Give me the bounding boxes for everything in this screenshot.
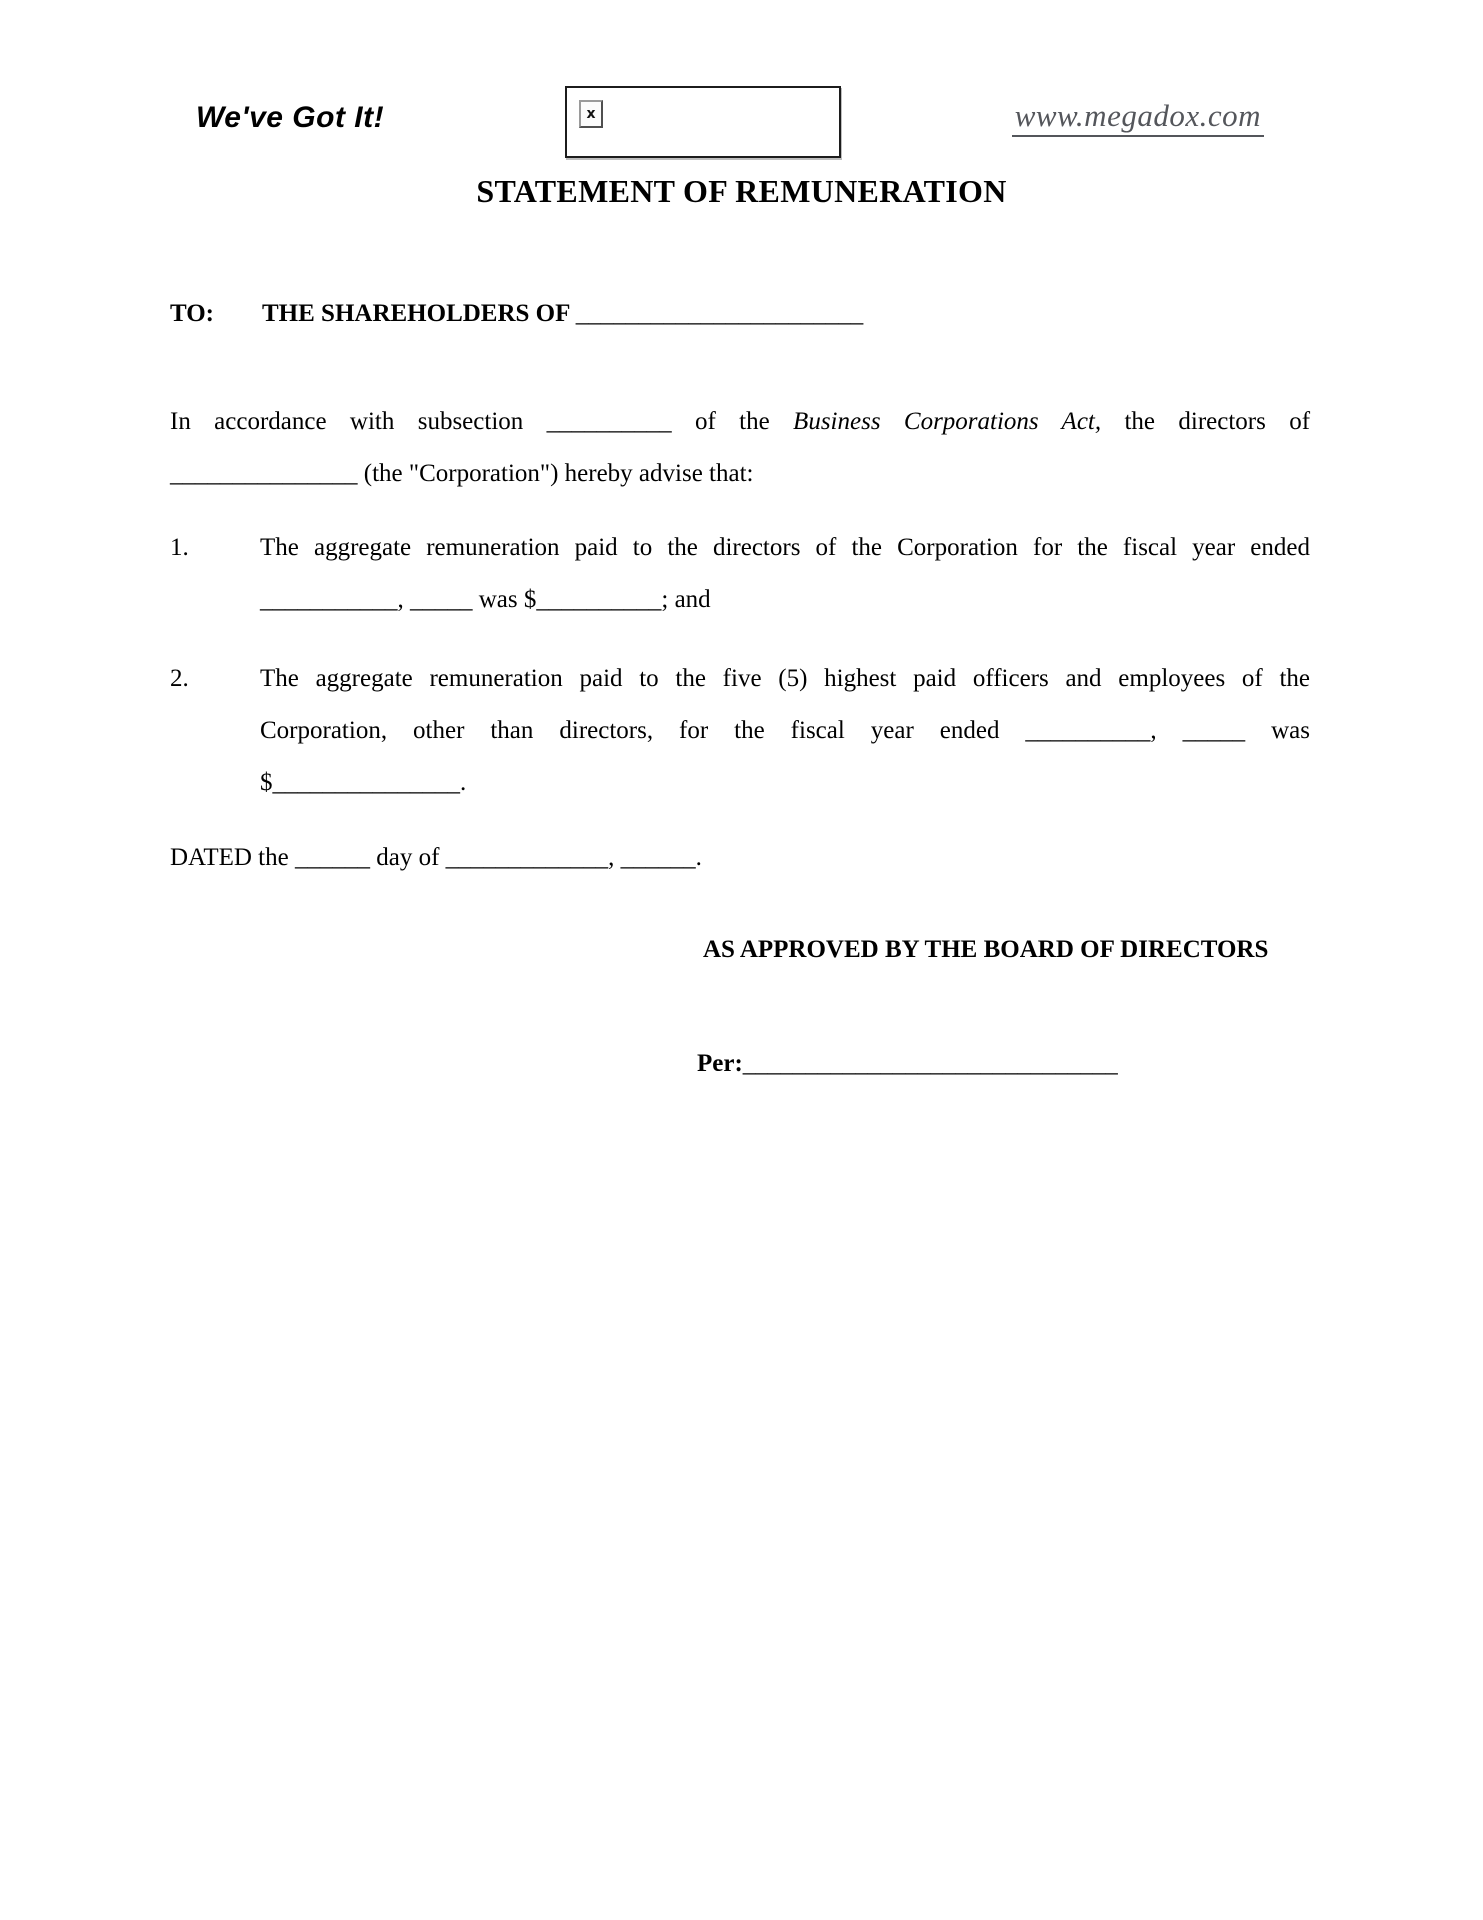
website-link[interactable]: www.megadox.com xyxy=(1012,98,1264,137)
item-2-line-1: The aggregate remuneration paid to the five (5) highest paid officers and employees of the xyxy=(260,665,1310,692)
item-2-line-2: Corporation, other than directors, for the fiscal year ended __________, _____ was xyxy=(260,717,1310,744)
shareholders-blank-line: _______________________ xyxy=(575,300,864,327)
document-title: STATEMENT OF REMUNERATION xyxy=(476,173,1007,209)
logo-placeholder-box xyxy=(565,86,841,158)
broken-image-x-glyph: x xyxy=(586,106,596,122)
list-item-1 xyxy=(170,522,1310,626)
item-1-line-2: ___________, _____ was $__________; and xyxy=(260,586,711,613)
brand-slogan: We've Got It! xyxy=(196,101,385,134)
list-item-2 xyxy=(170,653,1310,809)
item-1-number: 1. xyxy=(170,534,189,561)
to-line xyxy=(170,288,1310,340)
item-2-line-3: $_______________. xyxy=(260,769,467,796)
per-signature-line xyxy=(697,1038,1118,1090)
per-label: Per: xyxy=(697,1050,743,1077)
item-2-number: 2. xyxy=(170,665,189,692)
intro-line-2: _______________ (the "Corporation") hereby advise that: xyxy=(170,460,754,487)
intro-paragraph xyxy=(170,396,1310,500)
to-label: TO: xyxy=(170,300,214,327)
broken-image-icon xyxy=(579,100,603,128)
item-1-line-1: The aggregate remuneration paid to the directors of the Corporation for the fiscal year ended xyxy=(260,534,1310,561)
item-1-text xyxy=(260,522,1310,626)
signature-blank-line: ______________________________ xyxy=(742,1050,1118,1077)
dated-line: DATED the ______ day of _____________, ______. xyxy=(170,844,702,871)
to-recipient-text: THE SHAREHOLDERS OF xyxy=(262,300,570,327)
intro-line-1 xyxy=(170,396,1310,448)
item-2-text xyxy=(260,653,1310,809)
intro-line1-pre: In accordance with subsection __________ of the xyxy=(170,408,770,435)
intro-line1-post: the directors of xyxy=(1124,408,1311,435)
board-approval-line: AS APPROVED BY THE BOARD OF DIRECTORS xyxy=(703,936,1269,963)
statute-name-italic: Business Corporations Act, xyxy=(793,408,1102,435)
